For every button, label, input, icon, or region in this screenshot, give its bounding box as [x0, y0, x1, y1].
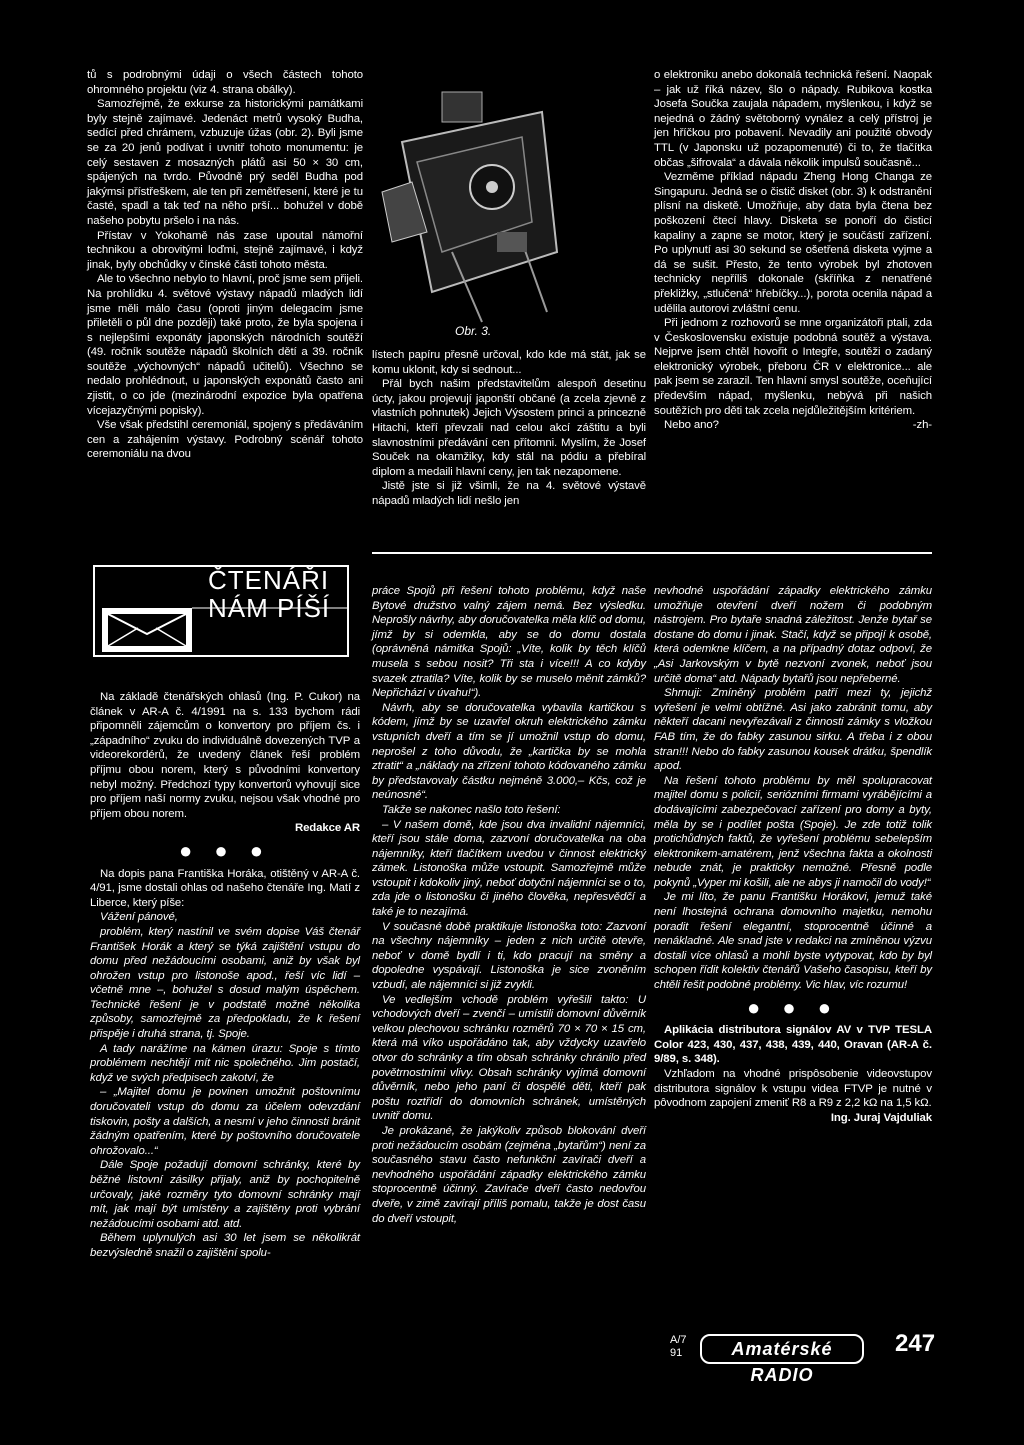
section-title [208, 566, 330, 622]
paragraph: Na řešení tohoto problému by měl spolupracovat majitel domu s policií, seriózními firmami vyrábějícími a dodávajícími zabezpečovací zařízení pro domy a byty, měla by se i podílet pošta (Spoje). Je zde totiž tolik protichůdných faktů, že vyřešení problému sebelepším elektronikem-amatérem, jenž všechna fakta a okolnosti nebude znát, je prakticky nemožné. Přesně podle pokynů „Vyper mi košili, ale ne abys ji namočil do vody!“ [654, 774, 932, 889]
signature: Redakce AR [294, 822, 360, 835]
issue-top: A/7 [670, 1334, 687, 1346]
paragraph: Přál bych našim představitelům alespoň desetinu úcty, jakou projevují japonští občané (a zcela zjevně z vlastních pohnutek) Jejich Výsostem princi a princezně Hitachi, kteří převzali nad celou akcí záštitu a byli slavnostními předávání cen přítomni. Myslím, že Josef Souček na okamžiky, kdy stál na pódiu a přebíral diplom a medaili hlavní ceny, jen tak nezapomene. [372, 378, 646, 478]
paragraph: Vezměme příklad nápadu Zheng Hong Changa ze Singapuru. Jedná se o čistič disket (obr. 3) k odstranění plísní na disketě. Umožňuje, aby data byla čtena bez poškození čtecí hlavy. Disketa se ponoří do čisticí kapaliny a zapne se motor, který je součástí zařízení. Po uplynutí asi 30 sekund se ošetřená disketa vyjme a dá se sušit. Přesto, že tento výrobek byl zhotoven technicky nepříliš dokonale (skříňka z nenatřené překližky, „stlučená“ hřebíčky...), porota ocenila nápad a udělila autorovi zvláštní cenu. [654, 171, 932, 315]
paragraph: Na dopis pana Františka Horáka, otištěný v AR-A č. 4/91, jsme dostali ohlas od našeho čtenáře Ing. Matí z Liberce, který píše: [90, 867, 360, 909]
section-divider [372, 552, 932, 554]
paragraph: práce Spojů při řešení tohoto problému, když naše Bytové družstvo valný zájem nemá. Bez výsledku. Neprošly návrhy, aby doručovatelka měla klíč od domu, jímž by si odemkla, aby se do domu dostala (oprávněná námitka Spojů: „Víte, kolik by těch klíčů musela s sebou nosit? Tři sta i více!!! A co kdyby svazek ztratila? Víte, kolik by se muselo měnit zámků? Nepřichází v úvahu!“). [372, 585, 646, 700]
column-1 [87, 68, 363, 462]
paragraph: Je mi líto, že panu Františku Horákovi, jemuž také není lhostejná ochrana domovního majetku, nemohu poradit řešení elegantní, stoprocentně účinné a nenákladné. Ale snad jste v redakci na zmíněnou výzvu dostali více ohlasů a mohli byste vytypovat, kdo by byl schopen řídit kolektiv čtenářů Vašeho časopisu, kteří by chtěli řešit podobné problémy. Vic hlav, víc rozumu! [654, 891, 932, 992]
issue-bottom: 91 [670, 1347, 683, 1359]
paragraph: Návrh, aby se doručovatelka vybavila kartičkou s kódem, jímž by se uzavřel okruh elektrického zámku vstupních dveří a tím se jí umožnil vstup do domu, neprošel z toho důvodu, že „kartička by se mohla ztratit“ a „náklady na zřízení tohoto kódovaného zámku by představovaly částku nejméně 3.000,– Kčs, což je neúnosné“. [372, 701, 646, 802]
title-line: ČTENÁŘI [208, 565, 330, 595]
column-2 [372, 348, 646, 509]
paragraph: Vše však předstihl ceremoniál, spojený s předáváním cen a zahájením výstavy. Podrobný scénář tohoto ceremoniálu na dvou [87, 419, 363, 461]
column-3 [654, 68, 932, 433]
paragraph: Vážení pánové, [100, 911, 178, 924]
paragraph: Jistě jste si již všimli, že na 4. světové výstavě nápadů mladých lidí nešlo jen [372, 480, 646, 507]
signature: Ing. Juraj Vajduliak [830, 1111, 932, 1124]
magazine-logo: Amatérské RADIO [700, 1334, 864, 1364]
separator-dots: ● ● ● [178, 837, 272, 863]
paragraph: Je prokázané, že jakýkoliv způsob blokování dveří proti nežádoucím osobám (zejména „bytařům“) není za současného stavu často nefunkční zavírači dveří a nevhodného uspořádání západky elektrického zámku stoprocentně účinný. Zavírače dveří často nedovřou dveře, v zimě zavírají příliš pomalu, takže je dost času do dveří vstoupit, [372, 1124, 646, 1225]
paragraph: Vzhľadom na vhodné prispôsobenie videovstupov distributora signálov k vstupu videa FTVP je nutné v pôvodnom zapojení zmeniť R8 a R9 z 2,2 kΩ na 1,5 kΩ. [654, 1068, 932, 1110]
paragraph: Samozřejmě, že exkurse za historickými památkami byly stejně zajímavé. Jedenáct metrů vysoký Budha, sedící před chrámem, vzbuzuje úžas (obr. 2). Byli jsme se za 20 jenů podívat i uvnitř tohoto monumentu: je celý sestaven z mosazných plátů asi 50 × 30 cm, spájených na tvrdo. Původně prý seděl Budha pod jakýmsi přístřeškem, ale ten při zemětřesení, které je tu časté, spadl a tak teď na něho prší... bohužel v době našeho pobytu pršelo i na nás. [87, 98, 363, 227]
paragraph: Shrnuji: Zmíněný problém patří mezi ty, jejichž vyřešení je velmi obtížné. Asi jako zabránit tomu, aby někteří dacani nevyřezávali z činnosti zámky s vložkou FAB tím, že do fabky zasunou sirku. A třeba i z obou stran!!! Nebo do fabky zasunou kousek drátku, špendlík apod. [654, 687, 932, 773]
separator-dots: ● ● ● [746, 994, 840, 1020]
paragraph: Ale to všechno nebylo to hlavní, proč jsme sem přijeli. Na prohlídku 4. světové výstavy nápadů mladých lidí jsme měli málo času (oproti jiným delegacím jsme přiletěli o půl dne později) také proto, že byla spojena i s nejlepšími exponáty japonských národních soutěží (49. ročník soutěže nápadů školních dětí a 39. ročník soutěže „výchovných“ nápadů učitelů). Všechno se nedalo prohlédnout, u japonských exponátů často ani zjistit, o co jde (mezinárodní expozice byla opatřena vícejazyčnými popisky). [87, 273, 363, 417]
paragraph: – „Majitel domu je povinen umožnit poštovnímu doručovateli vstup do domu za účelem odevzdání tiskovin, pošty a dalších, a nesmí v jeho činnosti bránit žádným opatřením, které by poštovního doručovatele ohrožovalo...“ [90, 1086, 360, 1157]
paragraph: tů s podrobnými údaji o všech částech tohoto ohromného projektu (viz 4. strana obálky). [87, 69, 363, 96]
title-line: NÁM PÍŠÍ [208, 593, 331, 623]
paragraph [654, 418, 932, 433]
closing-question: Nebo ano? [664, 419, 719, 432]
paragraph: – V našem domě, kde jsou dva invalidní nájemníci, kteří jsou stále doma, zazvoní doručovatelka na oba nájemníky, kteří tlačítkem uvedou v činnost elektrický zámek. Listonoška může vstoupit. Samozřejmě může vstoupit i kdokoliv jiný, neboť dotyční nájemníci se o to, zda jde o listonošku či jiného člověka, nepřesvědčí a také je to nezajímá. [372, 818, 646, 919]
paragraph: problém, který nastínil ve svém dopise Váš čtenář František Horák a který se týká zajištění vstupu do domu před nežádoucími osobami, aniž by však byl ohrožen vstup pro listonoše apod., řeší víc lidí – včetně mne –, bohužel s dosud malým úspěchem. Technické řešení je v podstatě možné několika způsoby, samozřejmě za předpokladu, že k řešení přispěje i druhá strana, tj. Spoje. [90, 925, 360, 1041]
paragraph: nevhodné uspořádání západky elektrického zámku umožňuje otevření dveří nožem či podobným nástrojem. Pro bytaře snadná záležitost. Jenže bytař se dostane do domu i jinak. Stačí, když se připojí k osobě, která odemkne klíčem, a na případný dotaz odpoví, že „Asi Jarkovským v bytě nezvoní zvonek, neboť jsou určitě doma“ atd. Nápady bytařů jsou nepřeberné. [654, 585, 932, 685]
paragraph: Ve vedlejším vchodě problém vyřešili takto: U vchodových dveří – zvenčí – umístili domovní důvěrník velkou plechovou schránku rozměrů 70 × 70 × 15 cm, která má víko uspořádáno tak, aby vždycky uzavřelo otvor do schránky a tím obsah schránky chránilo před povětrnostními vlivy. Obsah schránky vyjímá domovní důvěrník, nebo jeho paní či dospělé děti, kteří pak poštu roztřídí do domovních schránek, umístěných uvnitř domu. [372, 993, 646, 1123]
column-6 [654, 584, 932, 1125]
page-number: 247 [895, 1330, 936, 1357]
paragraph: Při jednom z rozhovorů se mne organizátoři ptali, zda v Československu existuje podobná soutěž a výstava. Nejprve jsem chtěl hovořit o Integře, soutěži o zadaný elektronický výrobek, přeboru ČR v elektronice... ale pak jsem se zarazil. Ten hlavní smysl soutěže, oceňující především nápad, myšlenku, nebývá při našich soutěžích pro děti tak zcela nejdůležitějším kritériem. [654, 317, 932, 417]
paragraph: A tady narážíme na kámen úrazu: Spoje s tímto problémem nechtějí mít nic společného. Jim postačí, když ve svých předpisech zakotví, že [90, 1042, 360, 1084]
column-4 [90, 690, 360, 1261]
paragraph: Přístav v Yokohamě nás zase upoutal námořní technikou a obrovitými loďmi, stejně zajímavé, i když jinak, byly obchůdky v čínské části tohoto města. [87, 229, 363, 271]
paragraph: lístech papíru přesně určoval, kdo kde má stát, jak se komu uklonit, kdy si sednout... [372, 349, 646, 376]
paragraph: o elektroniku anebo dokonalá technická řešení. Naopak – jak už říká název, šlo o nápady. Rubikova kostka Josefa Součka zaujala nápadem, myšlenkou, i když se nejedná o žádný světoborný vynález a celý přístroj je jen hříčkou pro pobavení. Nevadily ani použité obvody TTL (v Japonsku už pozapomenuté) či to, že tlačítka občas „šifrovala“ a dávala několik impulsů současně... [654, 69, 932, 169]
column-5 [372, 584, 646, 1226]
photo-disk-cleaner [372, 72, 572, 334]
figure-label: Obr. 3. [455, 324, 492, 338]
paragraph: V současné době praktikuje listonoška toto: Zazvoní na všechny nájemníky – jeden z nich určitě otevře, neboť v domě bydlí i ti, kdo pracují na směny a dopoledne vyspávají. Listonoška je sice zvoněním vzbudí, ale nájemníci si již zvykli. [372, 920, 646, 992]
article-heading: Aplikácia distributora signálov AV v TVP TESLA Color 423, 430, 437, 438, 439, 440, Oravan (AR-A č. 9/89, s. 348). [654, 1024, 932, 1066]
issue-number [670, 1334, 687, 1360]
author-signature: -zh- [912, 419, 932, 432]
paragraph: Takže se nakonec našlo toto řešení: [382, 803, 561, 816]
paragraph: Během uplynulých asi 30 let jsem se několikrát bezvýsledně snažil o zajištění spolu- [90, 1232, 360, 1259]
paragraph: Na základě čtenářských ohlasů (Ing. P. Cukor) na článek v AR-A č. 4/1991 na s. 133 bychom rádi připomněli zájemcům o konvertory pro příjem čs. i „západního“ zvuku do individuálně dovezených TVP a videorekordérů, že uvedený článek řeší problém příjmu obou norem, který s původními konvertory nebyl možný. Předchozí typy konvertorů vyhovují sice pro příjem naší normy zvuku, nejsou však vhodné pro příjem obou norem. [90, 691, 360, 820]
paragraph: Dále Spoje požadují domovní schránky, které by běžné listovní zásilky přijaly, aniž by pochopitelně určovaly, jaké rozměry tyto domovní schránky mají mít, jak mají být umístěny a zajištěny proti vybrání nežádoucími osobami atd. atd. [90, 1159, 360, 1230]
